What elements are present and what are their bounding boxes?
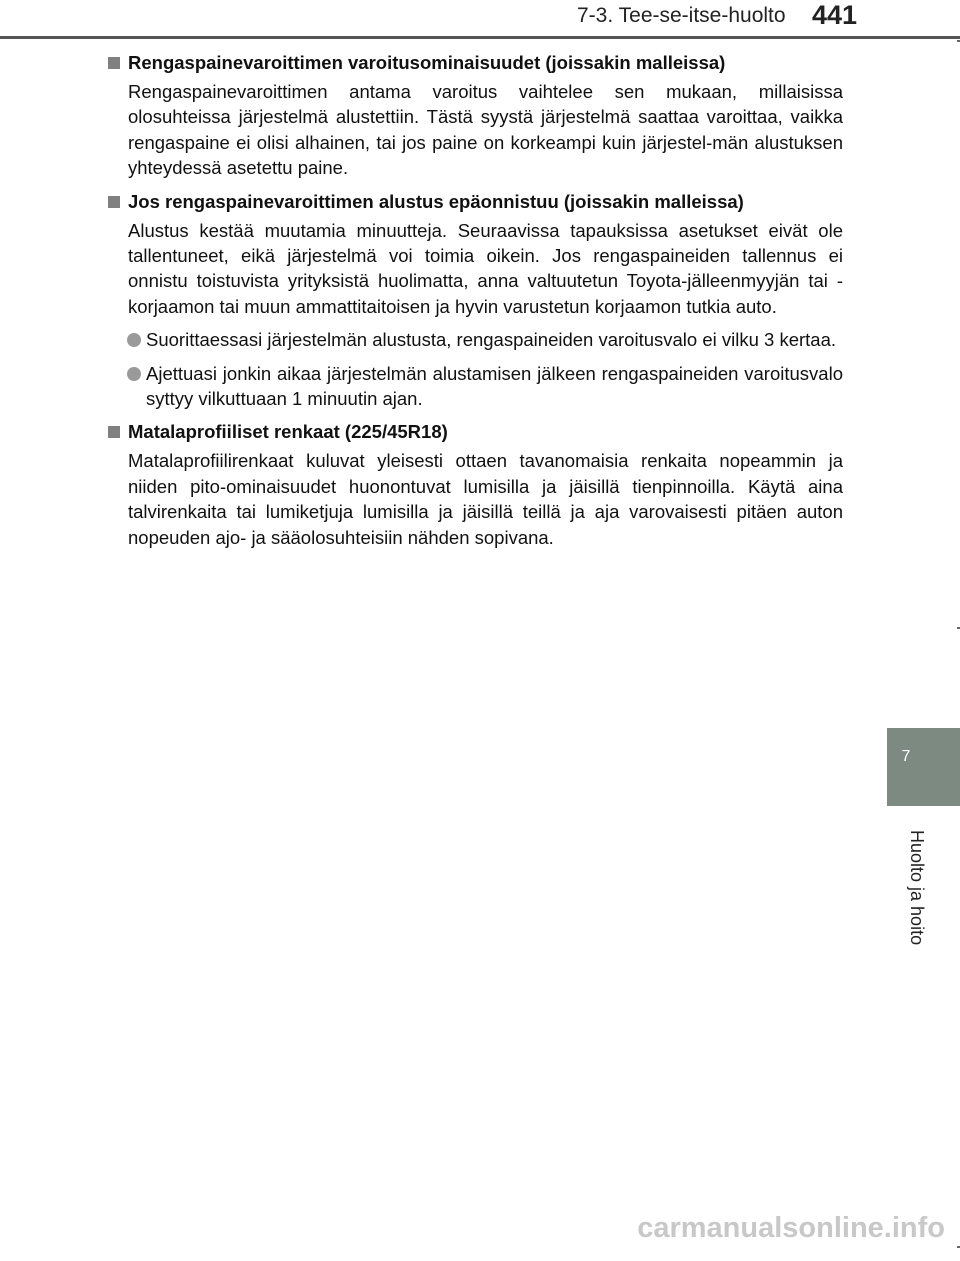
header-divider [0,36,960,39]
section-heading [108,50,843,76]
page-number: 441 [812,0,858,30]
section-body: Matalaprofiilirenkaat kuluvat yleisesti ottaen tavanomaisia renkaita nopeammin ja niiden pito-ominaisuudet huonontuvat lumisilla ja jäisillä tienpinnoilla. Käytä aina talvirenkaita tai lumiketjuja lumisilla ja jäisillä teillä ja aja varovaisesti pitäen auton nopeuden ajo- ja sääolosuhteisiin nähden sopivana. [128,450,843,548]
list-item-text: Suorittaessasi järjestelmän alustusta, rengaspaineiden varoitusvalo ei vilku 3 kertaa. [146,329,837,351]
chapter-title [906,830,926,970]
section-heading-text: Matalaprofiiliset renkaat (225/45R18) [128,421,448,443]
page-header [0,0,960,40]
circle-bullet-icon [127,333,141,347]
section-heading [108,419,843,445]
list-item-text: Ajettuasi jonkin aikaa järjestelmän alustamisen jälkeen rengaspaineiden varoitusvalo syttyy vilkuttuaan 1 minuutin ajan. [146,362,843,410]
list-item [146,327,843,352]
square-bullet-icon [108,426,120,438]
chapter-number: 7 [901,748,911,765]
chapter-tab [887,728,960,806]
section-heading-text: Jos rengaspainevaroittimen alustus epäonnistuu (joissakin malleissa) [128,190,744,212]
watermark: carmanualsonline.info [637,1212,945,1244]
square-bullet-icon [108,57,120,69]
section-heading-text: Rengaspainevaroittimen varoitusominaisuudet (joissakin malleissa) [128,52,726,73]
chapter-title-text: Huolto ja hoito [907,830,927,946]
section-body: Alustus kestää muutamia minuutteja. Seuraavissa tapauksissa asetukset eivät ole tallentuneet, eikä järjestelmä voi toimia oikein. Jos rengaspaineiden tallennus ei onnistu toistuvista yrityksistä huolimatta, anna valtuutetun Toyota-jälleenmyyjän tai -korjaamon tai muun ammattitaitoisen ja hyvin varustetun korjaamon tutkia auto. [128,219,843,317]
square-bullet-icon [108,196,120,208]
section-heading [108,189,843,215]
section-title: 7-3. Tee-se-itse-huolto [577,4,786,27]
section-body: Rengaspainevaroittimen antama varoitus vaihtelee sen mukaan, millaisissa olosuhteissa järjestelmä alustettiin. Tästä syystä järjestelmä saattaa varoittaa, vaikka rengaspaine ei olisi alhainen, tai jos paine on korkeampi kuin järjestel-män alustuksen yhteydessä asetettu paine. [128,81,843,179]
circle-bullet-icon [127,367,141,381]
list-item [146,361,843,412]
main-content [108,50,843,558]
